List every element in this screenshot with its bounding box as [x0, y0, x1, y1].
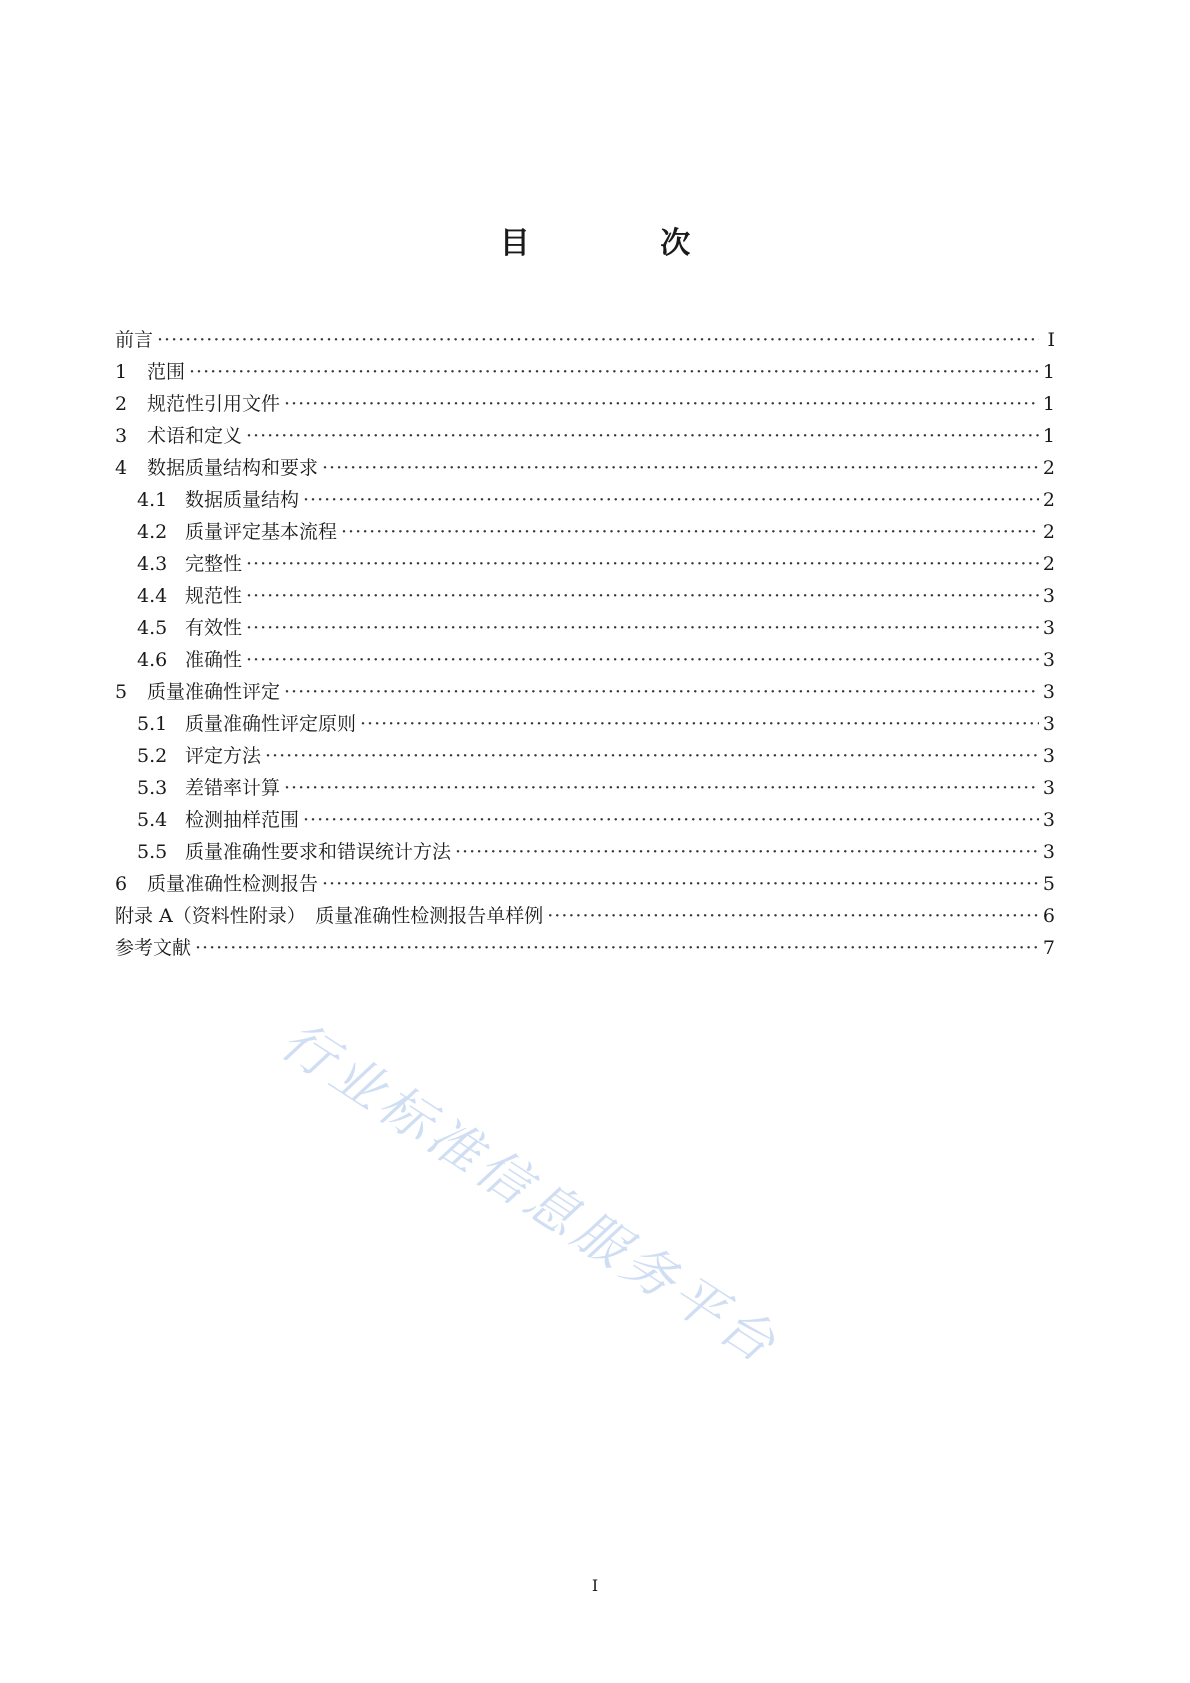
toc-entry[interactable] — [115, 901, 1055, 933]
toc-entry-page: 3 — [1042, 617, 1055, 639]
toc-entry[interactable] — [115, 709, 1055, 741]
toc-entry-page: 2 — [1042, 553, 1055, 575]
toc-dot-leader — [322, 457, 1039, 479]
toc-entry-label: 规范性引用文件 — [147, 393, 281, 415]
toc-entry-number: 5.1 — [137, 713, 168, 735]
toc-entry-number: 3 — [115, 425, 128, 447]
toc-entry-page: I — [1047, 329, 1055, 351]
page-number: I — [591, 1576, 599, 1595]
toc-entry-page: 3 — [1042, 649, 1055, 671]
toc-entry-page: 3 — [1042, 777, 1055, 799]
toc-entry-label: 前言 — [115, 329, 154, 351]
toc-entry-label: 评定方法 — [185, 745, 262, 767]
toc-entry-page: 2 — [1042, 457, 1055, 479]
toc-entry-label: 数据质量结构和要求 — [147, 457, 319, 479]
toc-entry[interactable] — [115, 645, 1055, 677]
toc-dot-leader — [303, 489, 1039, 511]
toc-entry-number: 4 — [115, 457, 128, 479]
toc-dot-leader — [246, 553, 1039, 575]
toc-entry-number: 4.3 — [137, 553, 168, 575]
watermark: 行业标准信息服务平台 — [270, 1010, 790, 1378]
toc-entry-number: 4.2 — [137, 521, 168, 543]
toc-entry-label: 检测抽样范围 — [185, 809, 300, 831]
toc-dot-leader — [157, 329, 1039, 351]
toc-entry-number: 5.4 — [137, 809, 168, 831]
toc-dot-leader — [246, 617, 1039, 639]
toc-entry-label: 质量评定基本流程 — [185, 521, 338, 543]
toc-entry-number: 4.6 — [137, 649, 168, 671]
toc-dot-leader — [341, 521, 1039, 543]
toc-entry[interactable] — [115, 773, 1055, 805]
toc-entry-number: 5.5 — [137, 841, 168, 863]
toc-entry-label: 术语和定义 — [147, 425, 243, 447]
toc-dot-leader — [360, 713, 1039, 735]
toc-entry-page: 2 — [1042, 521, 1055, 543]
toc-entry[interactable] — [115, 549, 1055, 581]
toc-entry-page: 5 — [1042, 873, 1055, 895]
toc-entry-number: 6 — [115, 873, 128, 895]
toc-entry[interactable] — [115, 613, 1055, 645]
toc-entry[interactable] — [115, 933, 1055, 965]
toc-entry[interactable] — [115, 389, 1055, 421]
toc-entry[interactable] — [115, 517, 1055, 549]
toc-dot-leader — [246, 425, 1039, 447]
toc-dot-leader — [284, 681, 1039, 703]
toc-entry-label: 有效性 — [185, 617, 243, 639]
toc-dot-leader — [547, 905, 1039, 927]
toc-dot-leader — [284, 777, 1039, 799]
toc-entry-number: 4.4 — [137, 585, 168, 607]
table-of-contents — [115, 325, 1055, 965]
toc-entry-number: 2 — [115, 393, 128, 415]
toc-entry[interactable] — [115, 325, 1055, 357]
toc-entry[interactable] — [115, 677, 1055, 709]
toc-dot-leader — [189, 361, 1039, 383]
toc-entry[interactable] — [115, 453, 1055, 485]
toc-entry-label: 数据质量结构 — [185, 489, 300, 511]
toc-entry-number: 4.5 — [137, 617, 168, 639]
toc-entry-number: 4.1 — [137, 489, 168, 511]
toc-entry[interactable] — [115, 581, 1055, 613]
toc-entry[interactable] — [115, 741, 1055, 773]
toc-entry-number: 5.3 — [137, 777, 168, 799]
toc-entry-page: 3 — [1042, 681, 1055, 703]
toc-dot-leader — [322, 873, 1039, 895]
toc-entry[interactable] — [115, 805, 1055, 837]
toc-dot-leader — [195, 937, 1039, 959]
toc-dot-leader — [265, 745, 1039, 767]
toc-entry-number: 5 — [115, 681, 128, 703]
toc-entry-label: 质量准确性检测报告 — [147, 873, 319, 895]
toc-entry-label: 完整性 — [185, 553, 243, 575]
toc-entry-page: 3 — [1042, 841, 1055, 863]
toc-entry-label: 附录 A（资料性附录） 质量准确性检测报告单样例 — [115, 905, 544, 927]
toc-entry-page: 3 — [1042, 585, 1055, 607]
toc-dot-leader — [246, 585, 1039, 607]
toc-entry-page: 1 — [1042, 393, 1055, 415]
toc-entry-page: 7 — [1042, 937, 1055, 959]
toc-entry-number: 1 — [115, 361, 128, 383]
toc-entry-label: 准确性 — [185, 649, 243, 671]
toc-entry-label: 范围 — [147, 361, 186, 383]
toc-entry[interactable] — [115, 837, 1055, 869]
toc-entry[interactable] — [115, 869, 1055, 901]
toc-entry-page: 2 — [1042, 489, 1055, 511]
toc-entry-page: 3 — [1042, 745, 1055, 767]
toc-entry-label: 差错率计算 — [185, 777, 281, 799]
toc-entry-label: 参考文献 — [115, 937, 192, 959]
toc-dot-leader — [284, 393, 1039, 415]
toc-entry-page: 1 — [1042, 361, 1055, 383]
toc-entry[interactable] — [115, 421, 1055, 453]
toc-entry-page: 1 — [1042, 425, 1055, 447]
toc-entry[interactable] — [115, 485, 1055, 517]
toc-entry-label: 质量准确性要求和错误统计方法 — [185, 841, 452, 863]
toc-entry-page: 3 — [1042, 809, 1055, 831]
toc-dot-leader — [246, 649, 1039, 671]
toc-dot-leader — [303, 809, 1039, 831]
toc-entry-page: 3 — [1042, 713, 1055, 735]
toc-entry-number: 5.2 — [137, 745, 168, 767]
toc-dot-leader — [455, 841, 1039, 863]
toc-entry-label: 质量准确性评定 — [147, 681, 281, 703]
toc-entry[interactable] — [115, 357, 1055, 389]
toc-entry-label: 规范性 — [185, 585, 243, 607]
toc-entry-label: 质量准确性评定原则 — [185, 713, 357, 735]
page-title: 目 次 — [499, 226, 751, 261]
toc-entry-page: 6 — [1042, 905, 1055, 927]
